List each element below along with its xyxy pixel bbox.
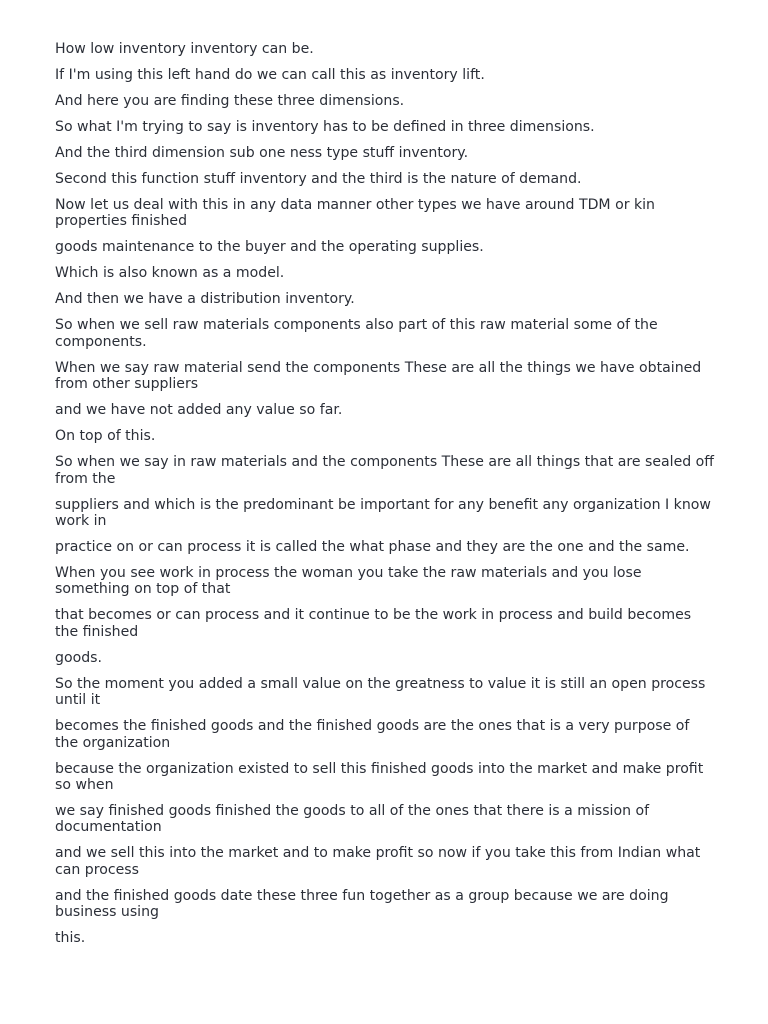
paragraph: goods. xyxy=(55,649,102,666)
paragraph: How low inventory inventory can be. xyxy=(55,41,314,57)
document-body xyxy=(55,41,715,956)
paragraph: When we say raw material send the components These are all the things we have obtained from other suppliers xyxy=(55,359,702,393)
paragraph: practice on or can process it is called the what phase and they are the one and the same. xyxy=(55,539,690,556)
paragraph: goods maintenance to the buyer and the operating supplies. xyxy=(55,239,484,256)
paragraph: So what I'm trying to say is inventory has to be defined in three dimensions. xyxy=(55,119,595,135)
paragraph: And the third dimension sub one ness type stuff inventory. xyxy=(55,145,469,161)
paragraph: Now let us deal with this in any data manner other types we have around TDM or kin properties finished xyxy=(55,197,655,230)
paragraph: and we sell this into the market and to make profit so now if you take this from Indian what can process xyxy=(55,845,701,878)
paragraph: And then we have a distribution inventory. xyxy=(55,291,355,308)
paragraph: and the finished goods date these three fun together as a group because we are doing business using xyxy=(55,887,669,921)
paragraph: So the moment you added a small value on the greatness to value it is still an open process until it xyxy=(55,675,706,709)
paragraph: When you see work in process the woman you take the raw materials and you lose something on top of that xyxy=(55,565,642,598)
paragraph: So when we sell raw materials components also part of this raw material some of the components. xyxy=(55,317,658,350)
paragraph: Which is also known as a model. xyxy=(55,265,285,282)
paragraph: So when we say in raw materials and the components These are all things that are sealed off from the xyxy=(55,454,715,487)
paragraph: that becomes or can process and it continue to be the work in process and build becomes the finished xyxy=(55,607,692,640)
paragraph: On top of this. xyxy=(55,428,156,445)
paragraph: and we have not added any value so far. xyxy=(55,402,343,419)
paragraph: Second this function stuff inventory and the third is the nature of demand. xyxy=(55,171,582,187)
paragraph: And here you are finding these three dimensions. xyxy=(55,93,405,109)
paragraph: we say finished goods finished the goods to all of the ones that there is a mission of documentation xyxy=(55,803,650,836)
paragraph: this. xyxy=(55,930,86,947)
paragraph: suppliers and which is the predominant be important for any benefit any organization I know work in xyxy=(55,496,711,530)
paragraph: If I'm using this left hand do we can call this as inventory lift. xyxy=(55,67,485,83)
paragraph: because the organization existed to sell this finished goods into the market and make profit so when xyxy=(55,760,704,794)
paragraph: becomes the finished goods and the finished goods are the ones that is a very purpose of the organization xyxy=(55,718,690,751)
